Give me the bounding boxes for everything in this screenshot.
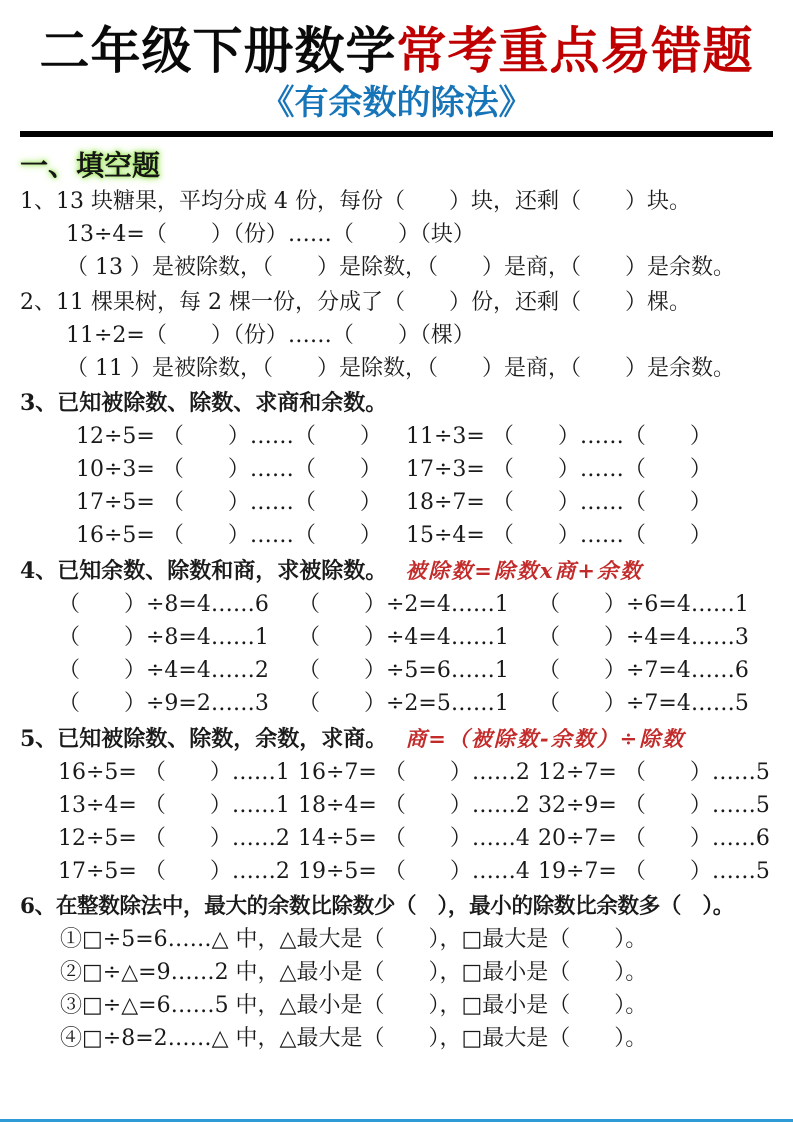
equation-item: 17÷3= （ ）……（ ） (406, 457, 712, 482)
equation-item: 10÷3= （ ）……（ ） (76, 457, 382, 482)
equation-row (20, 654, 773, 687)
equation-item: 20÷7= （ ）……6 (538, 826, 770, 851)
equation-item: （ ）÷4=4……2 (58, 658, 269, 683)
equation-item: （ ）÷2=4……1 (298, 592, 509, 617)
page-title (20, 22, 773, 80)
question-2-stem: 2、11 棵果树，每 2 棵一份，分成了（ ）份，还剩（ ）棵。 (20, 290, 691, 315)
equation-row (20, 756, 773, 789)
equation-item: 15÷4= （ ）……（ ） (406, 523, 712, 548)
question-6-subitem-3: ③□÷△=6……5 中，△最小是（ ），□最小是（ ）。 (60, 993, 648, 1018)
question-6-subitem-1: ①□÷5=6……△ 中，△最大是（ ），□最大是（ ）。 (60, 927, 648, 952)
equation-item: （ ）÷8=4……6 (58, 592, 269, 617)
equation-item: （ ）÷9=2……3 (58, 691, 269, 716)
equation-item: 16÷7= （ ）……2 (298, 760, 530, 785)
question-4-heading-line (20, 554, 773, 588)
question-6-heading: 6、在整数除法中，最大的余数比除数少（ ），最小的除数比余数多（ ）。 (20, 894, 734, 919)
equation-row (20, 420, 773, 453)
equation-item: 19÷7= （ ）……5 (538, 859, 770, 884)
question-5 (20, 722, 773, 888)
equation-item: 13÷4= （ ）……1 (58, 793, 290, 818)
equation-item: （ ）÷6=4……1 (538, 592, 749, 617)
question-4-formula-note: 被除数=除数x商+余数 (405, 558, 644, 583)
equation-item: 12÷5= （ ）……2 (58, 826, 290, 851)
equation-item: 17÷5= （ ）……（ ） (76, 490, 382, 515)
question-5-heading: 5、已知被除数、除数，余数，求商。 (20, 726, 388, 752)
equation-item: 11÷3= （ ）……（ ） (406, 424, 712, 449)
equation-item: 17÷5= （ ）……2 (58, 859, 290, 884)
equation-item: 32÷9= （ ）……5 (538, 793, 770, 818)
question-3-heading: 3、已知被除数、除数、求商和余数。 (20, 390, 388, 416)
question-2 (20, 286, 773, 385)
equation-row (20, 519, 773, 552)
equation-row (20, 453, 773, 486)
page-subtitle: 《有余数的除法》 (260, 83, 533, 123)
question-6-subitem-2: ②□÷△=9……2 中，△最小是（ ），□最小是（ ）。 (60, 960, 648, 985)
equation-item: （ ）÷4=4……3 (538, 625, 749, 650)
equation-row (20, 588, 773, 621)
question-5-heading-line (20, 722, 773, 756)
question-6-subitem-4: ④□÷8=2……△ 中，△最大是（ ），□最大是（ ）。 (60, 1026, 648, 1051)
equation-item: 16÷5= （ ）……（ ） (76, 523, 382, 548)
question-1-equation: 13÷4=（ ）（份）……（ ）（块） (66, 222, 475, 247)
equation-row (20, 621, 773, 654)
question-2-equation: 11÷2=（ ）（份）……（ ）（棵） (66, 323, 475, 348)
question-2-terms: （ 11 ）是被除数，（ ）是除数，（ ）是商，（ ）是余数。 (66, 356, 735, 381)
equation-row (20, 822, 773, 855)
equation-item: 19÷5= （ ）……4 (298, 859, 530, 884)
equation-item: （ ）÷4=4……1 (298, 625, 509, 650)
equation-item: （ ）÷8=4……1 (58, 625, 269, 650)
question-3 (20, 387, 773, 552)
equation-item: （ ）÷2=5……1 (298, 691, 509, 716)
equation-item: （ ）÷5=6……1 (298, 658, 509, 683)
equation-item: 16÷5= （ ）……1 (58, 760, 290, 785)
question-4-heading: 4、已知余数、除数和商，求被除数。 (20, 558, 388, 584)
question-5-formula-note: 商=（被除数-余数）÷除数 (405, 726, 686, 751)
equation-item: 18÷7= （ ）……（ ） (406, 490, 712, 515)
equation-row (20, 486, 773, 519)
page-title-red-part: 常考重点易错题 (396, 21, 754, 80)
equation-row (20, 687, 773, 720)
equation-item: 12÷5= （ ）……（ ） (76, 424, 382, 449)
equation-item: （ ）÷7=4……5 (538, 691, 749, 716)
equation-item: 14÷5= （ ）……4 (298, 826, 530, 851)
page-title-black-part: 二年级下册数学 (39, 21, 397, 80)
equation-item: 12÷7= （ ）……5 (538, 760, 770, 785)
equation-row (20, 855, 773, 888)
question-1 (20, 185, 773, 284)
equation-item: （ ）÷7=4……6 (538, 658, 749, 683)
question-1-stem: 1、13 块糖果，平均分成 4 份，每份（ ）块，还剩（ ）块。 (20, 189, 691, 214)
question-4 (20, 554, 773, 720)
question-1-terms: （ 13 ）是被除数，（ ）是除数，（ ）是商，（ ）是余数。 (66, 255, 735, 280)
equation-item: 18÷4= （ ）……2 (298, 793, 530, 818)
question-6 (20, 890, 773, 1055)
equation-row (20, 789, 773, 822)
section-heading-fill-in-blanks: 一、填空题 (20, 149, 161, 182)
